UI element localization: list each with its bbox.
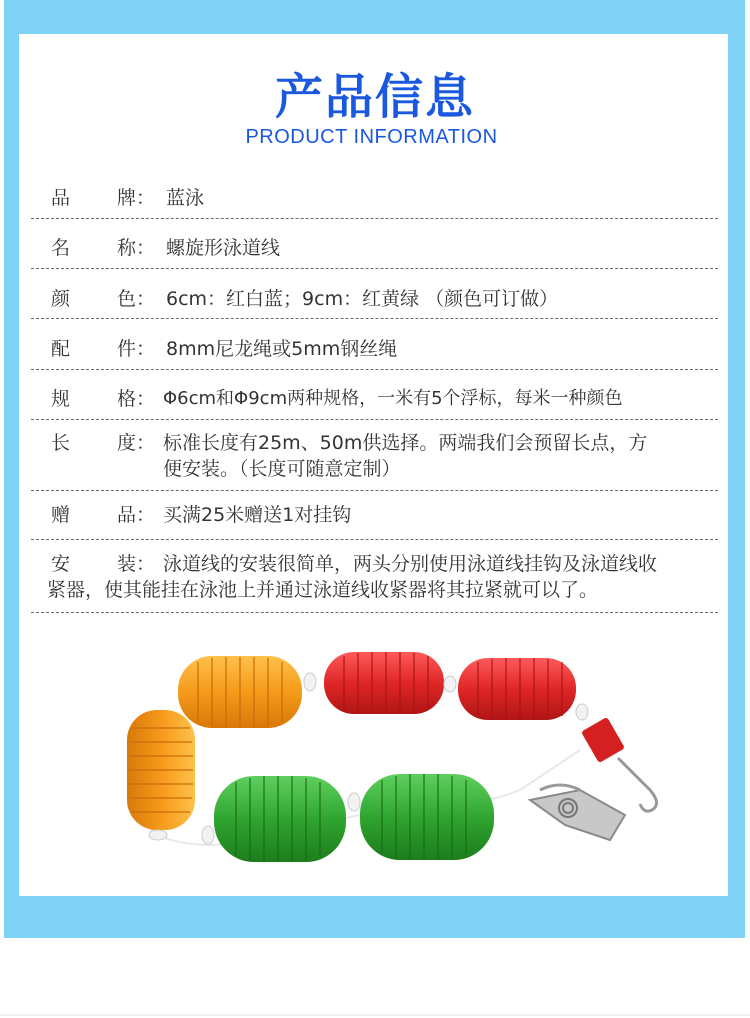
spec-label-char: 度 xyxy=(117,432,137,454)
spec-label-char: 称 xyxy=(117,237,137,259)
spec-colon: ： xyxy=(136,388,156,410)
spec-label-char: 品 xyxy=(117,504,137,526)
spec-label-char: 规 xyxy=(51,388,71,410)
spec-label-char: 装 xyxy=(117,553,137,575)
spec-label-char: 品 xyxy=(51,187,71,209)
spec-label-char: 赠 xyxy=(51,504,71,526)
divider xyxy=(31,419,718,420)
float-red xyxy=(458,658,588,720)
divider xyxy=(31,218,718,219)
spec-value-continued: 便安装。（长度可随意定制） xyxy=(163,458,401,480)
lane-rope-product-image xyxy=(110,640,670,880)
divider xyxy=(31,612,718,613)
spec-colon: ： xyxy=(136,504,156,526)
spec-value: 泳道线的安装很简单，两头分别使用泳道线挂钩及泳道线收 xyxy=(163,553,658,575)
spec-value: Φ6cm和Φ9cm两种规格，一米有5个浮标，每米一种颜色 xyxy=(163,388,623,409)
float-orange xyxy=(178,656,316,728)
divider xyxy=(31,369,718,370)
divider xyxy=(31,539,718,540)
spec-colon: ： xyxy=(136,432,156,454)
spec-label-char: 格 xyxy=(117,388,137,410)
spec-label-char: 配 xyxy=(51,338,71,360)
spec-colon: ： xyxy=(136,553,156,575)
page-title: 产品信息 xyxy=(274,69,475,125)
spec-value: 买满25米赠送1对挂钩 xyxy=(163,504,352,526)
float-orange-vertical xyxy=(127,710,195,840)
divider xyxy=(31,490,718,491)
spec-colon: ： xyxy=(136,288,156,310)
spec-colon: ： xyxy=(136,338,156,360)
bottom-divider xyxy=(0,1014,750,1016)
divider xyxy=(31,318,718,319)
spec-value: 蓝泳 xyxy=(166,187,205,209)
spec-label-char: 件 xyxy=(117,338,137,360)
spec-value-continued: 紧器，使其能挂在泳池上并通过泳道线收紧器将其拉紧就可以了。 xyxy=(47,579,599,601)
spec-value: 标准长度有25m、50m供选择。两端我们会预留长点，方 xyxy=(163,432,648,454)
page-subtitle: PRODUCT INFORMATION xyxy=(245,126,498,148)
float-green xyxy=(202,776,346,862)
spec-label-char: 颜 xyxy=(51,288,71,310)
float-green xyxy=(348,774,494,860)
spec-label-char: 安 xyxy=(51,553,71,575)
spec-label-char: 牌 xyxy=(117,187,137,209)
spec-value: 螺旋形泳道线 xyxy=(166,237,281,259)
divider xyxy=(31,268,718,269)
spec-label-char: 长 xyxy=(51,432,71,454)
float-red xyxy=(324,652,456,714)
spec-value: 6cm：红白蓝；9cm：红黄绿 （颜色可订做） xyxy=(166,288,559,310)
spec-value: 8mm尼龙绳或5mm钢丝绳 xyxy=(166,338,398,360)
spec-colon: ： xyxy=(136,237,156,259)
tensioner-clamp xyxy=(530,785,625,840)
spec-colon: ： xyxy=(136,187,156,209)
spec-label-char: 名 xyxy=(51,237,71,259)
spec-label-char: 色 xyxy=(117,288,137,310)
